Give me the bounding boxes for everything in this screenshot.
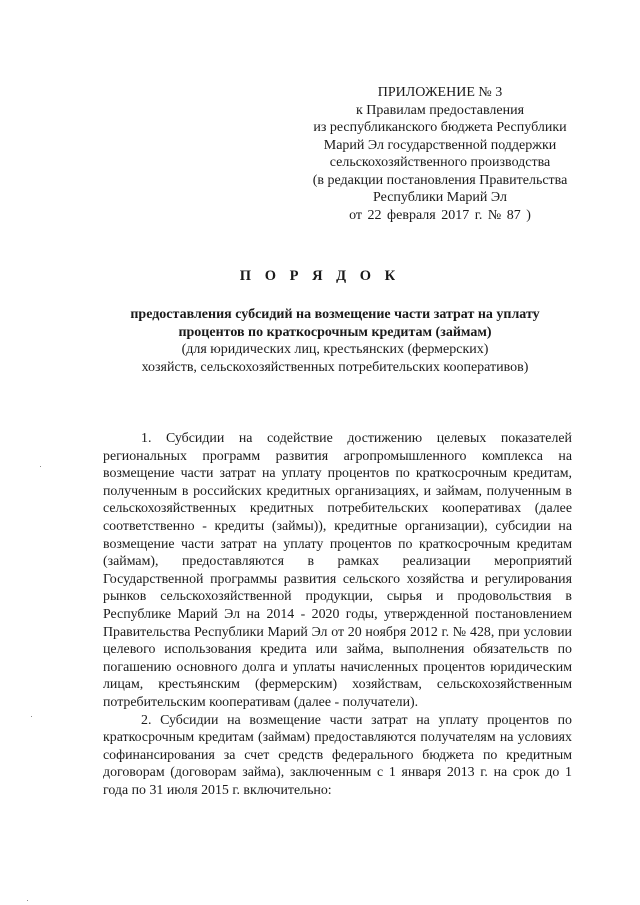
- appendix-line: Республики Марий Эл: [373, 190, 507, 205]
- appendix-line: из республиканского бюджета Республики: [313, 120, 567, 135]
- subtitle-line: (для юридических лиц, крестьянских (фермерских): [181, 342, 489, 357]
- scan-speck: [40, 466, 41, 467]
- document-subtitle: [95, 306, 575, 376]
- appendix-line: сельскохозяйственного производства: [329, 155, 551, 170]
- scan-speck: [31, 716, 32, 717]
- subtitle-line: хозяйств, сельскохозяйственных потребительских кооперативов): [141, 359, 529, 375]
- subtitle-bold-line: предоставления субсидий на возмещение части затрат на уплату: [130, 307, 540, 322]
- appendix-date-line: от 22 февраля 2017 г. № 87 ): [349, 207, 531, 223]
- document-title: П О Р Я Д О К: [239, 268, 401, 284]
- appendix-header: [290, 84, 590, 224]
- document-body: [103, 430, 572, 799]
- paragraph-1: 1. Субсидии на содействие достижению целевых показателей региональных программ развития агропромышленного комплекса на возмещение части затрат на уплату процентов по краткосрочным кредитам, полученным в российских кредитных организациях, и займам, полученным в сельскохозяйственных кредитных потребительских кооперативах (далее соответственно - кредиты (займы)), кредитные организации), субсидии на возмещение части затрат на уплату процентов по краткосрочным кредитам (займам), предоставляются в рамках реализации мероприятий Государственной программы развития сельского хозяйства и регулирования рынков сельскохозяйственной продукции, сырья и продовольствия в Республике Марий Эл на 2014 - 2020 годы, утвержденной постановлением Правительства Республики Марий Эл от 20 ноября 2012 г. № 428, при условии целевого использования кредита или займа, выполнения обязательств по погашению основного долга и уплаты начисленных процентов юридическим лицам, крестьянским (фермерским) хозяйствам, сельскохозяйственным потребительским кооперативам (далее - получатели).: [103, 431, 572, 710]
- scan-speck: [27, 900, 28, 901]
- appendix-line: (в редакции постановления Правительства: [312, 172, 568, 188]
- appendix-line: к Правилам предоставления: [355, 102, 525, 118]
- paragraph-2: 2. Субсидии на возмещение части затрат на уплату процентов по краткосрочным кредитам (займам) предоставляются получателям на условиях софинансирования за счет средств федерального бюджета по кредитным договорам (договорам займа), заключенным с 1 января 2013 г. на срок до 1 года по 31 июля 2015 г. включительно:: [103, 712, 572, 798]
- appendix-line: ПРИЛОЖЕНИЕ № 3: [377, 85, 503, 100]
- subtitle-bold-line: процентов по краткосрочным кредитам (займам): [178, 324, 492, 340]
- appendix-line: Марий Эл государственной поддержки: [323, 137, 557, 153]
